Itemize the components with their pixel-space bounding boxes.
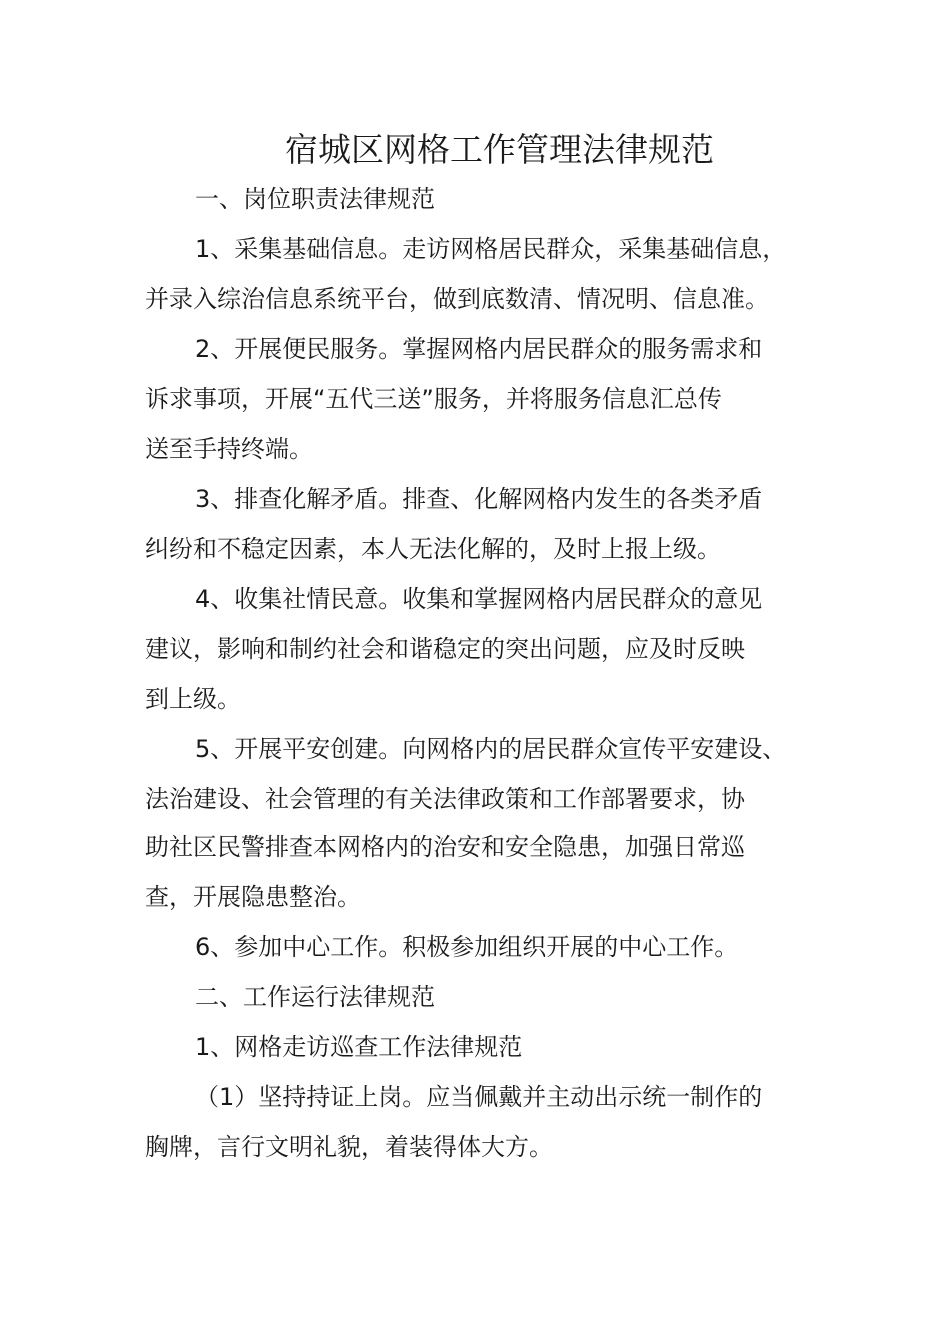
- paragraph-line: 5、开展平安创建。向网格内的居民群众宣传平安建设、: [195, 735, 787, 763]
- paragraph-line: 3、排查化解矛盾。排查、化解网格内发生的各类矛盾: [195, 485, 763, 513]
- paragraph-line: 助社区民警排查本网格内的治安和安全隐患，加强日常巡: [145, 833, 745, 861]
- paragraph-line: 1、采集基础信息。走访网格居民群众，采集基础信息，: [195, 235, 787, 263]
- paragraph-line: 纠纷和不稳定因素，本人无法化解的，及时上报上级。: [145, 535, 721, 563]
- paragraph-line: 6、参加中心工作。积极参加组织开展的中心工作。: [195, 933, 739, 961]
- section-heading-2: 二、工作运行法律规范: [195, 983, 435, 1011]
- paragraph-line: 2、开展便民服务。掌握网格内居民群众的服务需求和: [195, 335, 763, 363]
- paragraph-line: 法治建设、社会管理的有关法律政策和工作部署要求，协: [145, 785, 745, 813]
- document-title: 宿城区网格工作管理法律规范: [285, 130, 714, 169]
- paragraph-line: 建议，影响和制约社会和谐稳定的突出问题，应及时反映: [145, 635, 745, 663]
- paragraph-line: 查，开展隐患整治。: [145, 883, 361, 911]
- subsection-heading: 1、网格走访巡查工作法律规范: [195, 1033, 523, 1061]
- paragraph-line: 送至手持终端。: [145, 435, 313, 463]
- paragraph-line: 胸牌，言行文明礼貌，着装得体大方。: [145, 1133, 553, 1161]
- paragraph-line: 到上级。: [145, 685, 241, 713]
- paragraph-line: 并录入综治信息系统平台，做到底数清、情况明、信息准。: [145, 285, 769, 313]
- section-heading-1: 一、岗位职责法律规范: [195, 185, 435, 213]
- paragraph-line: （1）坚持持证上岗。应当佩戴并主动出示统一制作的: [195, 1083, 763, 1111]
- paragraph-line: 诉求事项，开展“五代三送”服务，并将服务信息汇总传: [145, 385, 722, 413]
- paragraph-line: 4、收集社情民意。收集和掌握网格内居民群众的意见: [195, 585, 763, 613]
